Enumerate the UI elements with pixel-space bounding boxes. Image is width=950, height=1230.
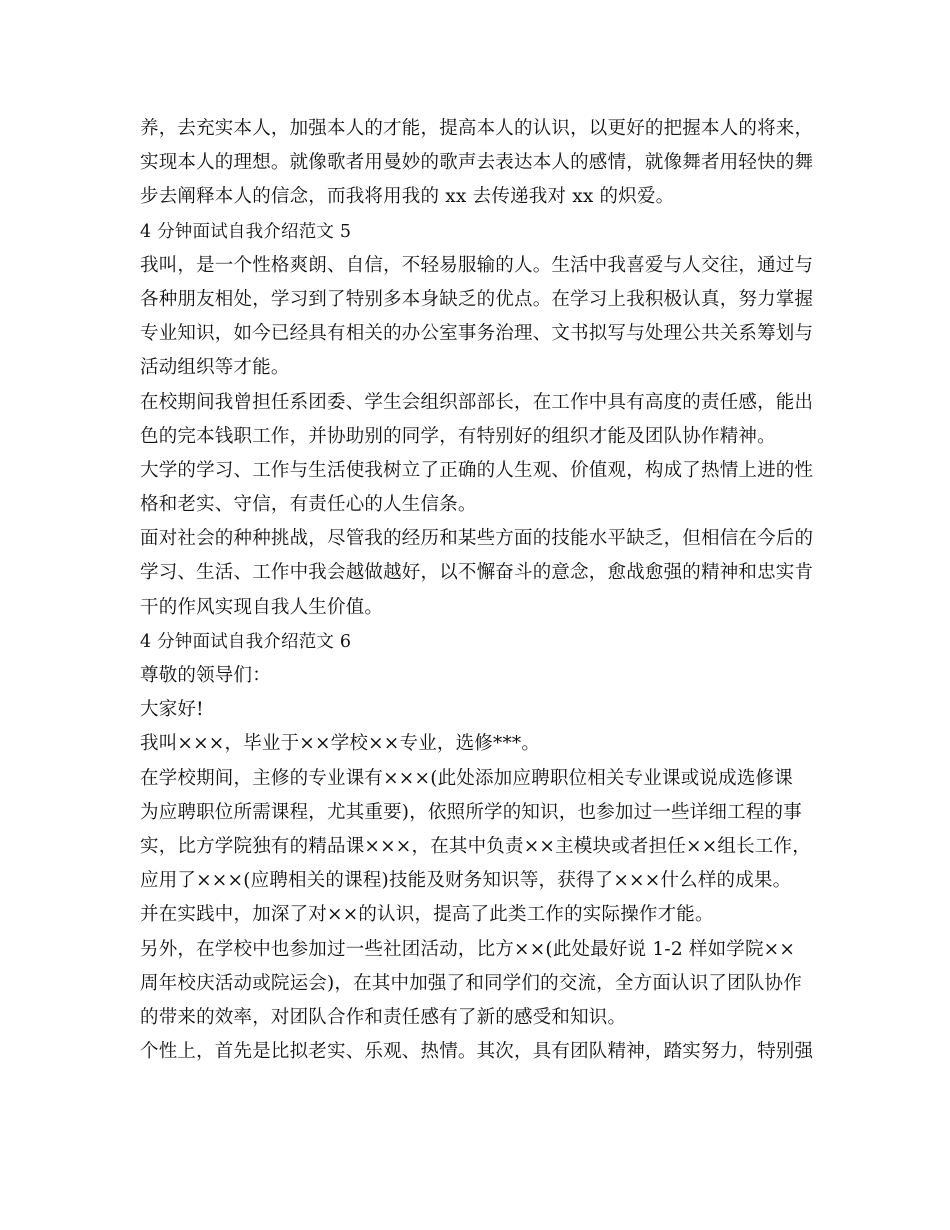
paragraph-line: 我叫×××，毕业于××学校××专业，选修***。: [140, 733, 541, 755]
paragraph-line: 我叫，是一个性格爽朗、自信，不轻易服输的人。生活中我喜爱与人交往，通过与: [140, 254, 814, 276]
paragraph-line: 的带来的效率，对团队合作和责任感有了新的感受和知识。: [140, 1006, 627, 1028]
paragraph-line: 养，去充实本人，加强本人的才能，提高本人的认识，以更好的把握本人的将来，: [140, 118, 814, 139]
paragraph-line: 个性上，首先是比拟老实、乐观、热情。其次，具有团队精神，踏实努力，特别强: [140, 1041, 814, 1063]
paragraph-line: 专业知识，如今已经具有相关的办公室事务治理、文书拟写与处理公共关系筹划与: [140, 323, 814, 345]
paragraph-line: 实，比方学院独有的精品课×××，在其中负责××主模块或者担任××组长工作，: [140, 835, 811, 857]
paragraph-line: 格和老实、守信，有责任心的人生信条。: [140, 494, 477, 516]
paragraph-line: 尊敬的领导们：: [140, 665, 271, 686]
paragraph-line: 学习、生活、工作中我会越做越好，以不懈奋斗的意念，愈战愈强的精神和忠实肯: [140, 562, 814, 584]
section-heading-6: 4 分钟面试自我介绍范文 6: [140, 631, 352, 652]
section-heading-5: 4 分钟面试自我介绍范文 5: [140, 221, 352, 242]
paragraph-line: 实现本人的理想。就像歌者用曼妙的歌声去表达本人的感情，就像舞者用轻快的舞: [140, 152, 814, 174]
paragraph-line: 活动组织等才能。: [140, 357, 290, 379]
paragraph-line: 为应聘职位所需课程，尤其重要)，依照所学的知识，也参加过一些详细工程的事: [140, 801, 802, 823]
document-body: [140, 112, 830, 1069]
paragraph-line: 在校期间我曾担任系团委、学生会组织部部长，在工作中具有高度的责任感，能出: [140, 391, 814, 413]
paragraph-line: 大家好!: [140, 699, 204, 721]
paragraph-line: 大学的学习、工作与生活使我树立了正确的人生观、价值观，构成了热情上进的性: [140, 459, 814, 481]
paragraph-line: 色的完本钱职工作，并协助别的同学，有特别好的组织才能及团队协作精神。: [140, 425, 776, 447]
paragraph-line: 另外，在学校中也参加过一些社团活动，比方××(此处最好说 1-2 样如学院××: [140, 938, 796, 960]
paragraph-line: 在学校期间，主修的专业课有×××(此处添加应聘职位相关专业课或说成选修课: [140, 767, 793, 789]
paragraph-line: 干的作风实现自我人生价值。: [140, 596, 384, 618]
paragraph-line: 周年校庆活动或院运会)，在其中加强了和同学们的交流，全方面认识了团队协作: [140, 972, 802, 994]
paragraph-line: 并在实践中，加深了对××的认识，提高了此类工作的实际操作才能。: [140, 904, 714, 926]
paragraph-line: 面对社会的种种挑战，尽管我的经历和某些方面的技能水平缺乏，但相信在今后的: [140, 528, 814, 550]
paragraph-line: 步去阐释本人的信念，而我将用我的 xx 去传递我对 xx 的炽爱。: [140, 186, 675, 208]
paragraph-line: 应用了×××(应聘相关的课程)技能及财务知识等，获得了×××什么样的成果。: [140, 870, 792, 892]
paragraph-line: 各种朋友相处，学习到了特别多本身缺乏的优点。在学习上我积极认真，努力掌握: [140, 288, 814, 310]
